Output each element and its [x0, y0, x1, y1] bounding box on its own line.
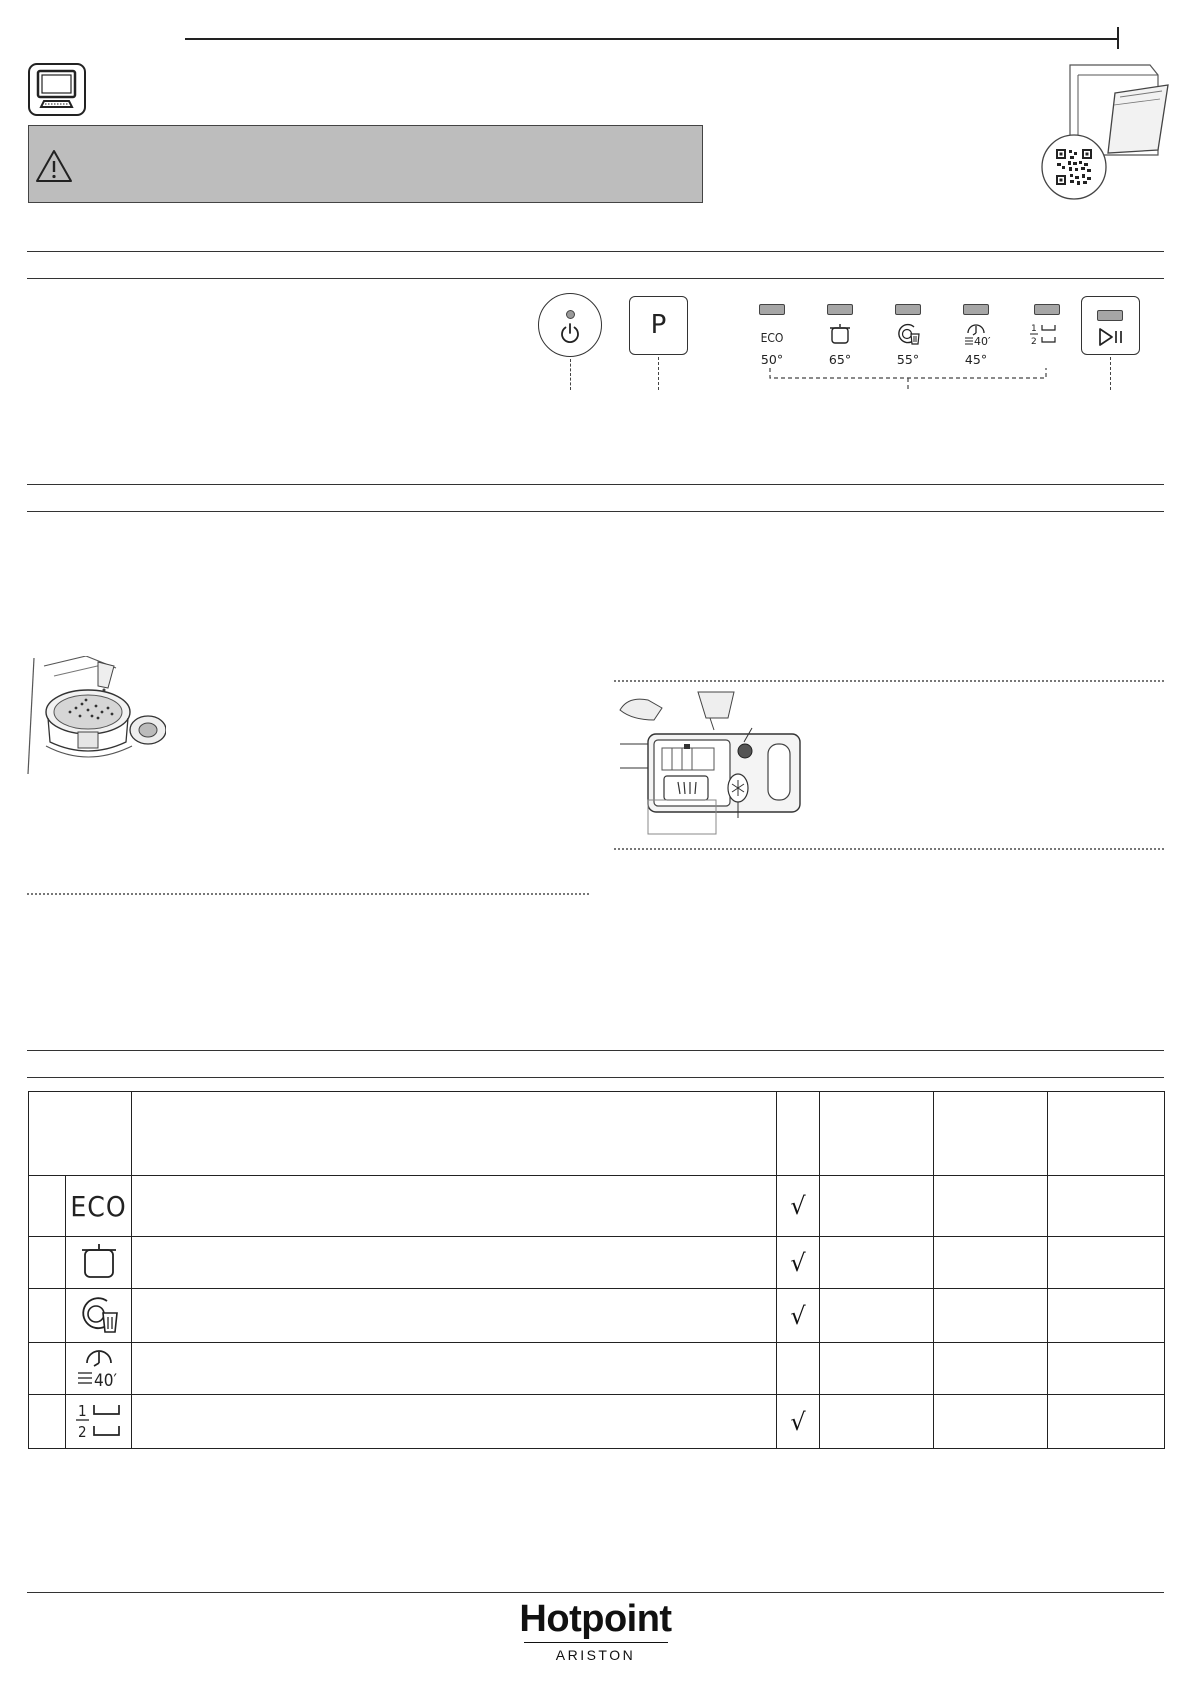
daily-temp: 55° [896, 352, 920, 367]
eco-temp: 50° [760, 352, 784, 367]
row-number-cell [29, 1176, 66, 1237]
description-cell [132, 1176, 777, 1237]
value-cell [934, 1289, 1048, 1343]
value-cell [820, 1176, 934, 1237]
table-header-cell [934, 1092, 1048, 1176]
table-header-cell [1048, 1092, 1165, 1176]
dotted-separator [614, 680, 1164, 682]
power-callout-line [570, 359, 571, 390]
check-cell: √ [777, 1395, 820, 1449]
description-cell [132, 1395, 777, 1449]
svg-text:1: 1 [1031, 324, 1037, 334]
half-load-icon [1030, 322, 1058, 346]
section-rule [27, 484, 1164, 485]
table-header-cell [820, 1092, 934, 1176]
svg-text:2: 2 [1031, 337, 1037, 346]
value-cell [934, 1237, 1048, 1289]
programs-table [28, 1091, 1165, 1449]
brand-logo: Hotpoint [519, 1598, 672, 1640]
row-number-cell [29, 1343, 66, 1395]
program-led-daily [895, 304, 921, 315]
value-cell [1048, 1343, 1165, 1395]
svg-text:1: 1 [77, 1401, 87, 1420]
program-led-half-load [1034, 304, 1060, 315]
section-rule [27, 251, 1164, 252]
table-row [29, 1176, 1165, 1237]
table-header-row [29, 1092, 1165, 1176]
brand-logo-rule [524, 1642, 668, 1643]
salt-loading-illustration [26, 656, 166, 776]
value-cell [820, 1237, 934, 1289]
brand-sub-logo: ARISTON [555, 1647, 636, 1663]
check-cell: √ [777, 1289, 820, 1343]
daily-icon [77, 1293, 121, 1335]
program-led-eco [759, 304, 785, 315]
intensive-temp: 65° [828, 352, 852, 367]
header-rule [185, 38, 1118, 40]
row-number-cell [29, 1237, 66, 1289]
svg-text:2: 2 [77, 1422, 87, 1440]
half-load-icon [75, 1400, 123, 1440]
eco-icon [66, 1176, 132, 1237]
check-cell: √ [777, 1237, 820, 1289]
footer-rule [27, 1592, 1164, 1593]
monitor-icon [28, 63, 86, 116]
power-led [566, 310, 575, 319]
quick-temp: 45° [964, 352, 988, 367]
value-cell [1048, 1395, 1165, 1449]
quick-40-label: 40′ [974, 335, 991, 348]
check-cell [777, 1343, 820, 1395]
section-rule [27, 1050, 1164, 1051]
start-pause-button[interactable] [1081, 296, 1140, 355]
value-cell [1048, 1237, 1165, 1289]
dishwasher-qr-icon [1040, 55, 1172, 205]
program-button[interactable]: P [629, 296, 688, 355]
table-header-cell [132, 1092, 777, 1176]
eco-icon-label: ECO [70, 1189, 127, 1223]
program-led-intensive [827, 304, 853, 315]
header-rule-end [1117, 27, 1119, 49]
value-cell [934, 1395, 1048, 1449]
table-row [29, 1395, 1165, 1449]
section-rule [27, 511, 1164, 512]
check-cell: √ [777, 1176, 820, 1237]
table-row [29, 1343, 1165, 1395]
value-cell [820, 1289, 934, 1343]
value-cell [820, 1395, 934, 1449]
description-cell [132, 1237, 777, 1289]
warning-triangle-icon [34, 148, 74, 184]
table-row [29, 1289, 1165, 1343]
table-header-cell [777, 1092, 820, 1176]
power-icon [559, 322, 581, 344]
description-cell [132, 1343, 777, 1395]
section-rule [27, 278, 1164, 279]
program-led-quick [963, 304, 989, 315]
table-header-cell [29, 1092, 132, 1176]
start-pause-led [1097, 310, 1123, 321]
value-cell [820, 1343, 934, 1395]
start-pause-callout-line [1110, 357, 1111, 390]
quick-40-icon-label: 40′ [93, 1370, 117, 1389]
quick-40-icon [74, 1345, 124, 1389]
value-cell [1048, 1176, 1165, 1237]
row-number-cell [29, 1289, 66, 1343]
pot-icon [828, 323, 852, 345]
section-rule [27, 1077, 1164, 1078]
power-button[interactable] [538, 293, 602, 357]
eco-label: ECO [760, 331, 784, 345]
description-cell [132, 1289, 777, 1343]
table-row [29, 1237, 1165, 1289]
program-callout-line [658, 357, 659, 390]
dotted-separator [614, 848, 1164, 850]
start-pause-icon [1097, 327, 1125, 347]
value-cell [934, 1176, 1048, 1237]
warning-band [28, 125, 703, 203]
pot-icon [79, 1242, 119, 1280]
dotted-separator [27, 893, 589, 895]
daily-icon [896, 322, 922, 346]
programs-bracket [768, 366, 1048, 392]
value-cell [934, 1343, 1048, 1395]
detergent-dispenser-illustration [618, 688, 803, 836]
row-number-cell [29, 1395, 66, 1449]
value-cell [1048, 1289, 1165, 1343]
